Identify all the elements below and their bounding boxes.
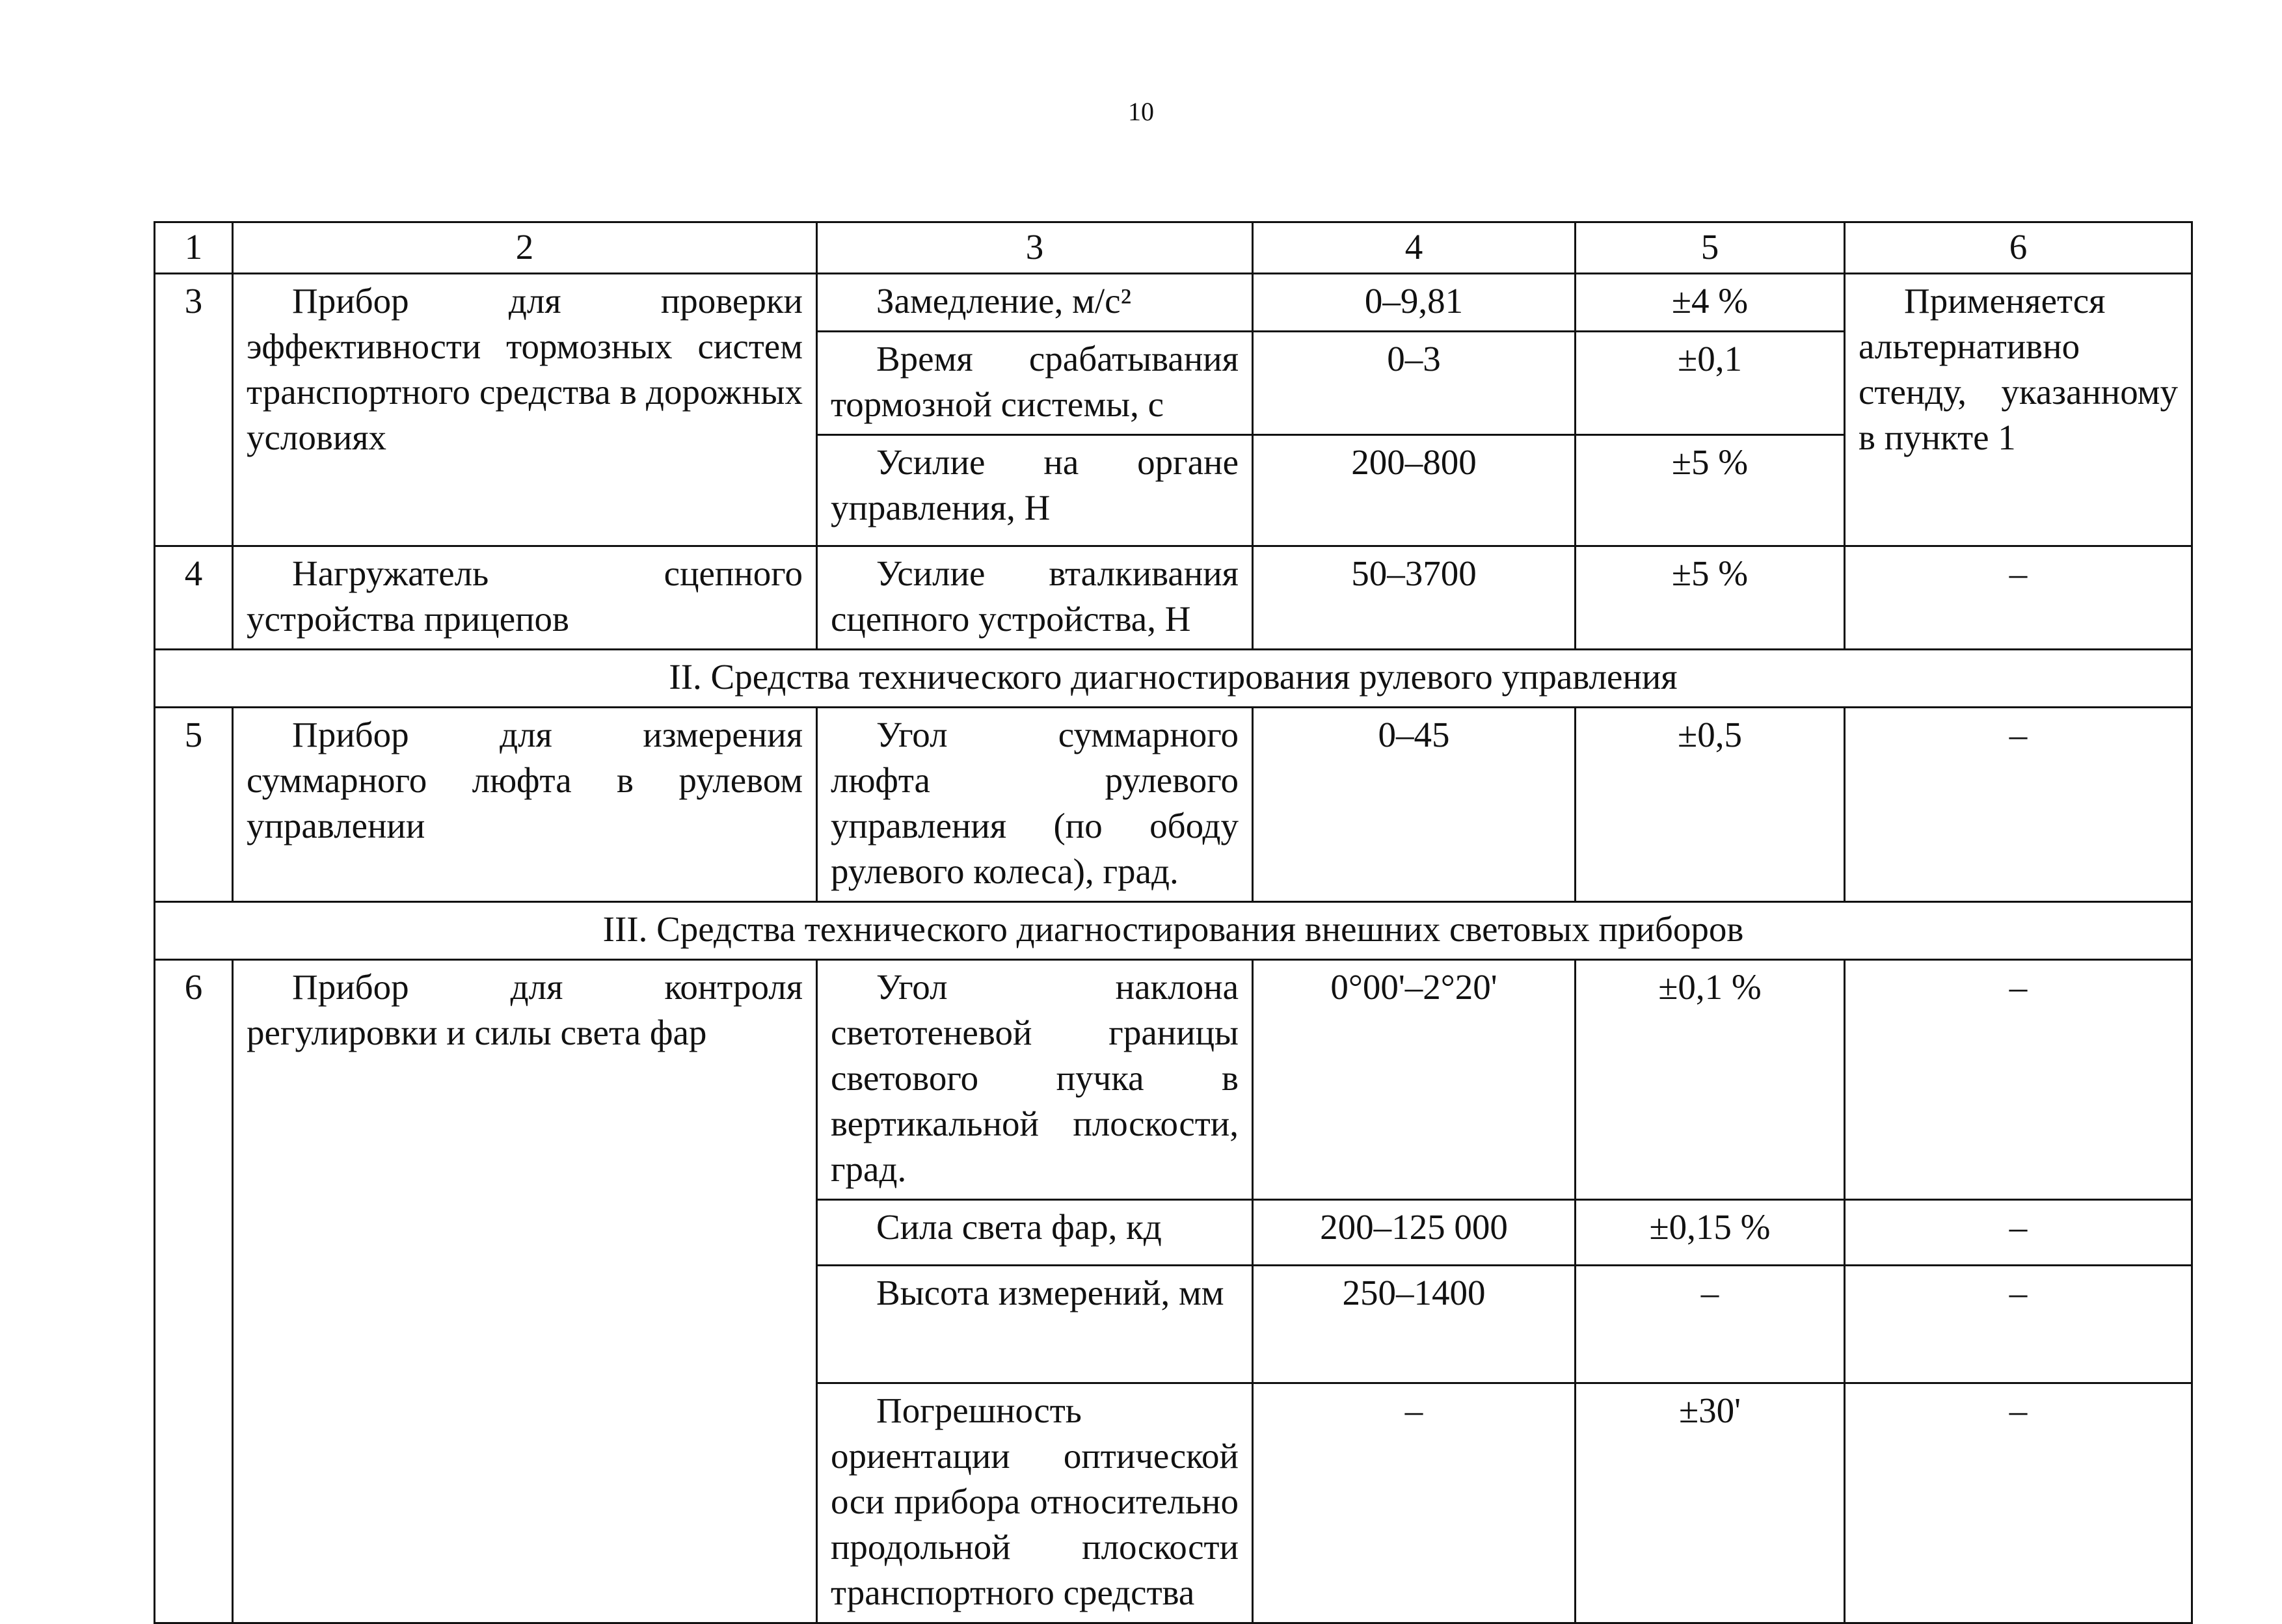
- parameter: Время срабатывания тормозной системы, с: [817, 332, 1253, 435]
- table-header-row: [155, 222, 2192, 274]
- parameter: Усилие вталкивания сцепного устройства, Н: [817, 546, 1253, 650]
- section-row: [155, 902, 2192, 960]
- note: Применяется альтернативно стенду, указанному в пункте 1: [1845, 274, 2192, 546]
- column-header: 5: [1576, 222, 1845, 274]
- table-row: [155, 274, 2192, 332]
- accuracy: ±0,15 %: [1576, 1200, 1845, 1266]
- range: 200–800: [1253, 435, 1576, 546]
- row-number: 6: [155, 960, 233, 1623]
- device-name: Прибор для контроля регулировки и силы света фар: [233, 960, 817, 1623]
- accuracy: ±0,1 %: [1576, 960, 1845, 1200]
- column-header: 6: [1845, 222, 2192, 274]
- section-heading: III. Средства технического диагностирования внешних световых приборов: [155, 902, 2192, 960]
- device-name: Нагружатель сцепного устройства прицепов: [233, 546, 817, 650]
- parameter: Усилие на органе управления, Н: [817, 435, 1253, 546]
- note: –: [1845, 1383, 2192, 1623]
- parameter: Угол суммарного люфта рулевого управления (по ободу рулевого колеса), град.: [817, 708, 1253, 902]
- table-row: [155, 546, 2192, 650]
- accuracy: ±5 %: [1576, 435, 1845, 546]
- range: 0°00'–2°20': [1253, 960, 1576, 1200]
- column-header: 1: [155, 222, 233, 274]
- accuracy: ±0,1: [1576, 332, 1845, 435]
- table-row: [155, 960, 2192, 1200]
- parameter: Погрешность ориентации оптической оси прибора относительно продольной плоскости транспортного средства: [817, 1383, 1253, 1623]
- row-number: 4: [155, 546, 233, 650]
- parameter: Высота измерений, мм: [817, 1266, 1253, 1383]
- parameter: Сила света фар, кд: [817, 1200, 1253, 1266]
- column-header: 2: [233, 222, 817, 274]
- range: 200–125 000: [1253, 1200, 1576, 1266]
- accuracy: ±4 %: [1576, 274, 1845, 332]
- note: –: [1845, 1266, 2192, 1383]
- column-header: 3: [817, 222, 1253, 274]
- row-number: 5: [155, 708, 233, 902]
- accuracy: ±5 %: [1576, 546, 1845, 650]
- note: –: [1845, 708, 2192, 902]
- parameter: Замедление, м/с²: [817, 274, 1253, 332]
- device-name: Прибор для проверки эффективности тормозных систем транспортного средства в дорожных условиях: [233, 274, 817, 546]
- note: –: [1845, 960, 2192, 1200]
- range: –: [1253, 1383, 1576, 1623]
- table-row: [155, 708, 2192, 902]
- accuracy: ±0,5: [1576, 708, 1845, 902]
- equipment-table: [154, 221, 2193, 1624]
- section-row: [155, 650, 2192, 708]
- note: –: [1845, 1200, 2192, 1266]
- section-heading: II. Средства технического диагностирования рулевого управления: [155, 650, 2192, 708]
- range: 250–1400: [1253, 1266, 1576, 1383]
- accuracy: –: [1576, 1266, 1845, 1383]
- note: –: [1845, 546, 2192, 650]
- row-number: 3: [155, 274, 233, 546]
- range: 0–45: [1253, 708, 1576, 902]
- parameter: Угол наклона светотеневой границы светового пучка в вертикальной плоскости, град.: [817, 960, 1253, 1200]
- range: 50–3700: [1253, 546, 1576, 650]
- range: 0–9,81: [1253, 274, 1576, 332]
- device-name: Прибор для измерения суммарного люфта в рулевом управлении: [233, 708, 817, 902]
- accuracy: ±30': [1576, 1383, 1845, 1623]
- page-number: 10: [1128, 97, 1154, 126]
- column-header: 4: [1253, 222, 1576, 274]
- range: 0–3: [1253, 332, 1576, 435]
